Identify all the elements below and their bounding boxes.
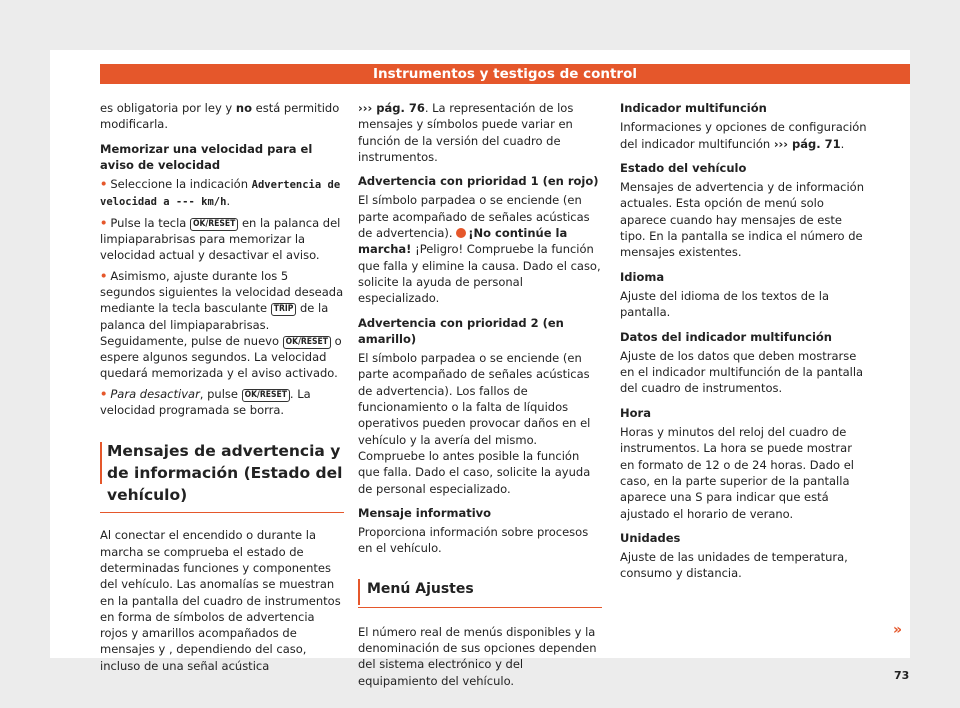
page-header: Instrumentos y testigos de control [100,64,910,84]
text: Asimismo, ajuste durante los 5 segundos siguientes la velocidad deseada mediante la tecla basculante [100,268,344,316]
italic-text: Para desactivar [110,386,200,401]
column-2 [358,100,602,697]
paragraph: El número real de menús disponibles y la denominación de sus opciones dependen del sistema electrónico y del equipamiento del vehículo. [358,624,597,688]
bullet-item [100,215,344,264]
heading-text: Mensajes de advertencia y de información (Estado del vehículo) [107,442,343,505]
continue-arrow-icon: » [893,622,903,638]
text: . La velocidad programada se borra. [100,386,311,418]
text: de la palanca del limpiaparabrisas. Seguidamente, pulse de nuevo [100,301,329,348]
text: está permitido modificarla. [100,101,340,132]
section-heading: Memorizar una velocidad para el aviso de velocidad [100,141,313,172]
text: Informaciones y opciones de configuración del indicador multifunción [620,120,867,151]
paragraph: Ajuste de los datos que deben mostrarse en el indicador multifunción de la pantalla del cuadro de instrumentos. [620,348,864,396]
text: El símbolo parpadea o se enciende (en parte acompañado de señales acústicas de advertencia). [358,193,590,241]
paragraph [358,192,602,306]
section-heading: Hora [620,405,651,420]
column-1 [100,100,344,682]
text: . [840,136,845,151]
bullet-icon: • [100,177,108,192]
bullet-icon: • [100,386,108,401]
section-heading: Datos del indicador multifunción [620,329,832,344]
ok-reset-key-icon: OK/RESET [190,218,238,231]
paragraph: Al conectar el encendido o durante la marcha se comprueba el estado de determinadas funciones y componentes del vehículo. Las anomalías se muestran en la pantalla del cuadro de instrumentos en forma de símbolos de advertencia rojos y amarillos acompañados de mensajes y , dependiendo del caso, incluso de una señal acústica [100,528,341,673]
emphasis: no [235,101,252,115]
paragraph: Ajuste del idioma de los textos de la pantalla. [620,288,829,320]
ok-reset-key-icon: OK/RESET [242,389,290,402]
page-reference-link[interactable]: ››› pág. 71 [773,136,841,151]
emphasis: ¡No continúe la marcha! [358,226,568,257]
trip-key-icon: TRIP [271,303,297,316]
heading-text: Menú Ajustes [367,580,474,597]
text: Pulse la tecla [110,215,191,230]
section-heading: Unidades [620,530,681,545]
section-heading: Estado del vehículo [620,160,747,175]
heading-accent [100,442,102,484]
column-3 [620,100,868,590]
text: en la palanca del limpiaparabrisas para memorizar la velocidad actual y desactivar el aviso. [100,215,341,263]
section-heading: Indicador multifunción [620,101,767,115]
bullet-item [100,176,344,211]
chapter-heading [100,440,344,513]
display-text: Advertencia de velocidad a --- km/h [100,179,341,209]
text: . [226,194,231,209]
text: o espere algunos segundos. La velocidad quedará memorizada y el aviso activado. [100,333,342,381]
paragraph: Horas y minutos del reloj del cuadro de instrumentos. La hora se puede mostrar en formato de 12 o de 24 horas. Dado el caso, en la parte superior de la pantalla aparece una S para indicar que está ajustado el horario de verano. [620,425,854,521]
text: Seleccione la indicación [110,177,252,192]
section-heading: Advertencia con prioridad 1 (en rojo) [358,174,599,189]
warning-icon [456,228,466,238]
page-number: 73 [894,669,910,682]
paragraph [620,119,868,152]
heading-accent [358,579,360,605]
bullet-item [100,386,344,419]
text: . La representación de los mensajes y símbolos puede variar en función de la versión del cuadro de instrumentos. [358,101,574,164]
text: ¡Peligro! Compruebe la función que falla y elimine la causa. Dado el caso, solicite la ayuda de personal especializado. [358,242,601,306]
page [50,50,910,688]
paragraph: Mensajes de advertencia y de información actuales. Esta opción de menú solo aparece cuando hay mensajes de este tipo. En la pantalla se indica el número de mensajes existentes. [620,180,864,260]
section-heading: Mensaje informativo [358,505,492,520]
bullet-icon: • [100,268,108,283]
paragraph: Proporciona información sobre procesos en el vehículo. [358,525,589,556]
bullet-icon: • [100,215,108,230]
paragraph [100,100,344,133]
section-heading: Idioma [620,269,665,284]
page-reference-link[interactable]: ››› pág. 76 [358,101,425,115]
section-heading: Advertencia con prioridad 2 (en amarillo) [358,315,564,346]
paragraph: El símbolo parpadea o se enciende (en parte acompañado de señales acústicas de advertencia). Los fallos de funcionamiento o la falta de líquidos operativos pueden provocar daños en el vehículo y la avería del mismo. Compruebe lo antes posible la función que falla. Dado el caso, solicite la ayuda de personal especializado. [358,351,591,496]
ok-reset-key-icon: OK/RESET [283,336,331,349]
paragraph [358,100,602,165]
paragraph: Ajuste de las unidades de temperatura, consumo y distancia. [620,550,848,581]
text: , pulse [199,386,242,401]
chapter-heading [358,579,602,608]
text: es obligatoria por ley y [100,101,236,115]
bullet-item [100,268,344,382]
